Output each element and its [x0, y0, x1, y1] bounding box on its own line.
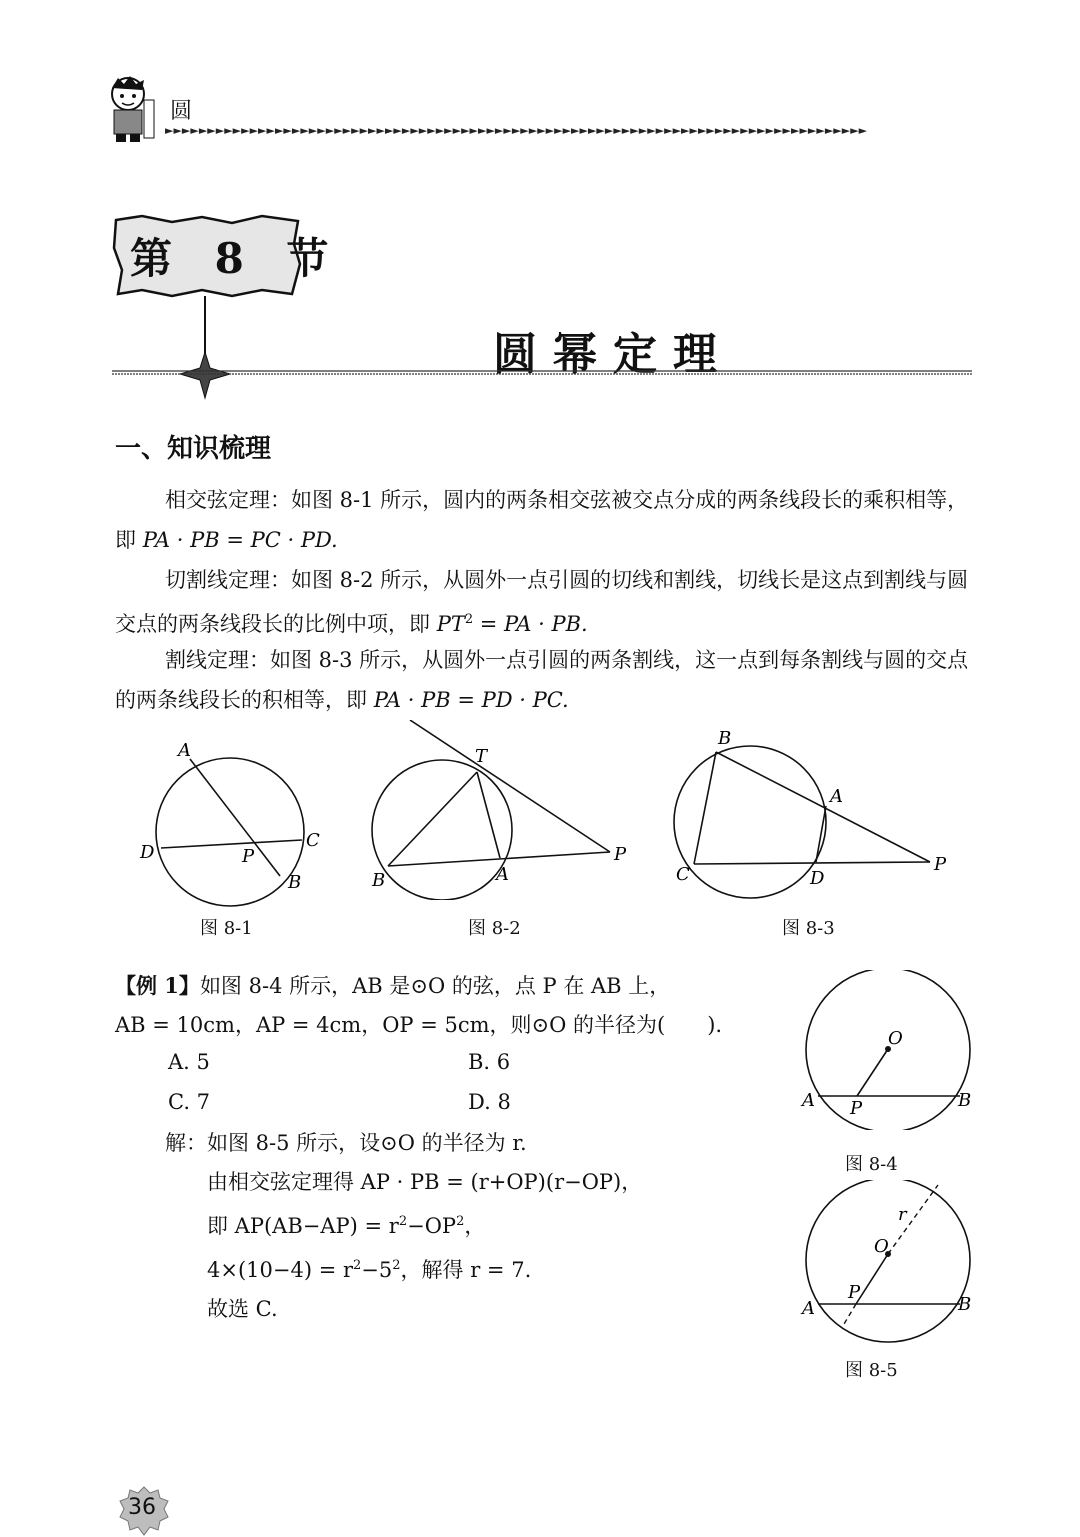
fig5-label-r: r — [898, 1204, 907, 1225]
fig3-segment-bc — [694, 752, 716, 864]
fig3-label-b: B — [718, 728, 732, 749]
header-label: 圆 — [170, 99, 193, 124]
fig3-secant-cd — [694, 862, 930, 864]
fig3-label-a: A — [830, 786, 843, 807]
fig5-label-a: A — [802, 1298, 815, 1319]
fig5-dashed-radius-down — [844, 1304, 856, 1324]
fig4-label-p: P — [850, 1098, 863, 1119]
knowledge-heading: 一、知识梳理 — [115, 434, 272, 464]
figure-8-2-caption: 图 8-2 — [468, 918, 521, 939]
example-tag: 【例 1】 — [115, 973, 200, 998]
fig5-circle — [806, 1180, 970, 1342]
fig4-segment-op — [857, 1049, 888, 1096]
figure-8-2 — [360, 720, 640, 900]
fig1-label-c: C — [306, 830, 320, 851]
header-arrow-rule: ►►►►►►►►►►►►►►►►►►►►►►►►►►►►►►►►►►►►►►►►►►►►►►►►►►►►►►►►►►►►►►►►►►►►►►►►►►►►►►►►►►► — [165, 124, 868, 137]
fig1-label-a: A — [178, 740, 191, 761]
figure-8-4-caption: 图 8-4 — [845, 1154, 898, 1175]
fig2-segment-tb — [388, 772, 477, 866]
figure-8-1-caption: 图 8-1 — [200, 918, 253, 939]
solution-line-1: 解：如图 8-5 所示，设⊙O 的半径为 r. — [165, 1131, 527, 1155]
fig1-label-b: B — [288, 872, 302, 893]
fig4-label-b: B — [958, 1090, 972, 1111]
solution-line-3: 即 $AP(AB-AP) = r^2-OP^2$， — [207, 1214, 486, 1238]
theorem-intersecting-chords: 相交弦定理：如图 8-1 所示，圆内的两条相交弦被交点分成的两条线段长的乘积相等，即 PA · PB = PC · PD. — [115, 488, 969, 552]
fig1-label-d: D — [140, 842, 155, 863]
title-rule — [112, 370, 972, 376]
fig2-label-b: B — [372, 870, 386, 891]
fig4-label-o: O — [888, 1028, 903, 1049]
fig5-label-b: B — [958, 1294, 972, 1315]
option-d: D. 8 — [468, 1090, 511, 1114]
fig3-label-d: D — [810, 868, 825, 889]
section-number: 第 8 节 — [130, 234, 343, 283]
figure-8-1 — [130, 730, 340, 910]
section-pointer — [180, 296, 240, 406]
solution-line-5: 故选 C. — [207, 1297, 278, 1321]
example-stem-1: 如图 8-4 所示，AB 是⊙O 的弦，点 P 在 AB 上， — [199, 974, 671, 998]
fig2-label-p: P — [614, 844, 627, 865]
fig1-chord-ab — [190, 759, 280, 876]
figure-8-5-caption: 图 8-5 — [845, 1360, 898, 1381]
theorem-secant: 割线定理：如图 8-3 所示，从圆外一点引圆的两条割线，这一点到每条割线与圆的交点的两条线段长的积相等，即 PA · PB = PD · PC. — [115, 648, 969, 712]
fig5-label-p: P — [848, 1282, 861, 1303]
solution-line-2: 由相交弦定理得 AP · PB = (r+OP)(r−OP)， — [207, 1170, 643, 1194]
fig2-circle — [372, 760, 512, 900]
page-number: 36 — [128, 1495, 156, 1520]
chapter-title: 圆幂定理 — [493, 329, 733, 380]
figure-8-3 — [668, 722, 958, 902]
fig3-label-c: C — [676, 864, 690, 885]
figure-8-3-caption: 图 8-3 — [782, 918, 835, 939]
fig5-dashed-radius-up — [888, 1185, 938, 1254]
fig2-label-t: T — [475, 746, 488, 767]
fig1-label-p: P — [242, 846, 255, 867]
fig1-chord-cd — [161, 840, 302, 848]
fig5-segment-op — [856, 1254, 888, 1304]
figure-8-4 — [790, 970, 980, 1130]
option-c: C. 7 — [168, 1090, 211, 1114]
fig1-circle — [156, 758, 304, 906]
solution — [165, 1124, 642, 1329]
fig4-label-a: A — [802, 1090, 815, 1111]
option-a: A. 5 — [168, 1050, 210, 1074]
solution-line-4: $4\times(10-4) = r^2-5^2$，解得 r = 7. — [207, 1258, 532, 1282]
theorem-tangent-secant: 切割线定理：如图 8-2 所示，从圆外一点引圆的切线和割线，切线长是这点到割线与圆交点的两条线段长的比例中项，即 $PT^2$ = PA · PB. — [115, 568, 969, 636]
example-stem-2: AB = 10cm，AP = 4cm，OP = 5cm，则⊙O 的半径为( ). — [115, 1013, 723, 1037]
mascot-icon — [100, 74, 162, 144]
fig3-label-p: P — [934, 854, 947, 875]
fig5-label-o: O — [874, 1236, 889, 1257]
option-b: B. 6 — [468, 1050, 511, 1074]
fig2-tangent-line — [410, 720, 610, 852]
example-1 — [115, 966, 795, 1045]
fig2-label-a: A — [496, 864, 509, 885]
figure-8-5 — [790, 1180, 980, 1350]
